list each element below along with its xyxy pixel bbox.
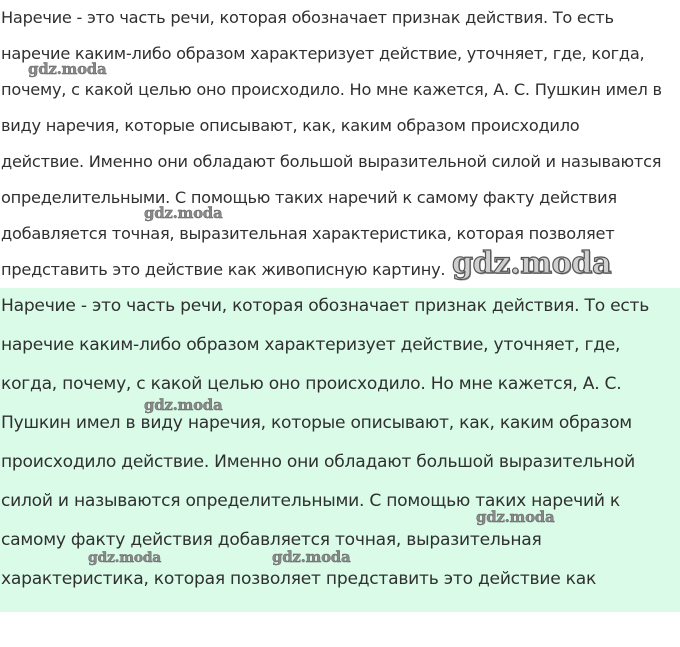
text-line: силой и называются определительными. С помощью таких наречий к (1, 491, 620, 511)
answer-text-plain (0, 0, 680, 288)
answer-text-highlighted (0, 288, 680, 612)
text-line: почему, с какой целью оно происходило. Но мне кажется, А. С. Пушкин имел в (1, 80, 662, 99)
watermark-logo: gdz.moda (88, 550, 162, 566)
text-line: добавляется точная, выразительная характеристика, которая позволяет (1, 224, 615, 243)
watermark-logo: gdz.moda (144, 396, 223, 414)
text-line: наречие каким-либо образом характеризует действие, уточняет, где, (1, 335, 621, 355)
text-line: представить это действие как живописную картину. (1, 260, 446, 279)
watermark-logo: gdz.moda (272, 548, 351, 566)
text-line: виду наречия, которые описывают, как, каким образом происходило (1, 116, 580, 135)
text-line: Наречие - это часть речи, которая обозначает признак действия. То есть (1, 296, 650, 316)
text-line: характеристика, которая позволяет представить это действие как (1, 569, 597, 589)
text-line: наречие каким-либо образом характеризует действие, уточняет, где, когда, (1, 44, 645, 63)
watermark-logo-large: gdz.moda (452, 246, 612, 281)
watermark-logo: gdz.moda (28, 60, 107, 78)
text-line: самому факту действия добавляется точная, выразительная (1, 530, 542, 550)
text-line: когда, почему, с какой целью оно происходило. Но мне кажется, А. С. (1, 374, 622, 394)
text-line: действие. Именно они обладают большой выразительной силой и называются (1, 152, 662, 171)
watermark-logo: gdz.moda (476, 508, 555, 526)
text-line: определительными. С помощью таких наречий к самому факту действия (1, 188, 617, 207)
watermark-logo: gdz.moda (144, 204, 223, 222)
text-line: Пушкин имел в виду наречия, которые описывают, как, каким образом (1, 413, 632, 433)
text-line: происходило действие. Именно они обладают большой выразительной (1, 452, 635, 472)
text-line: Наречие - это часть речи, которая обозначает признак действия. То есть (1, 8, 614, 27)
